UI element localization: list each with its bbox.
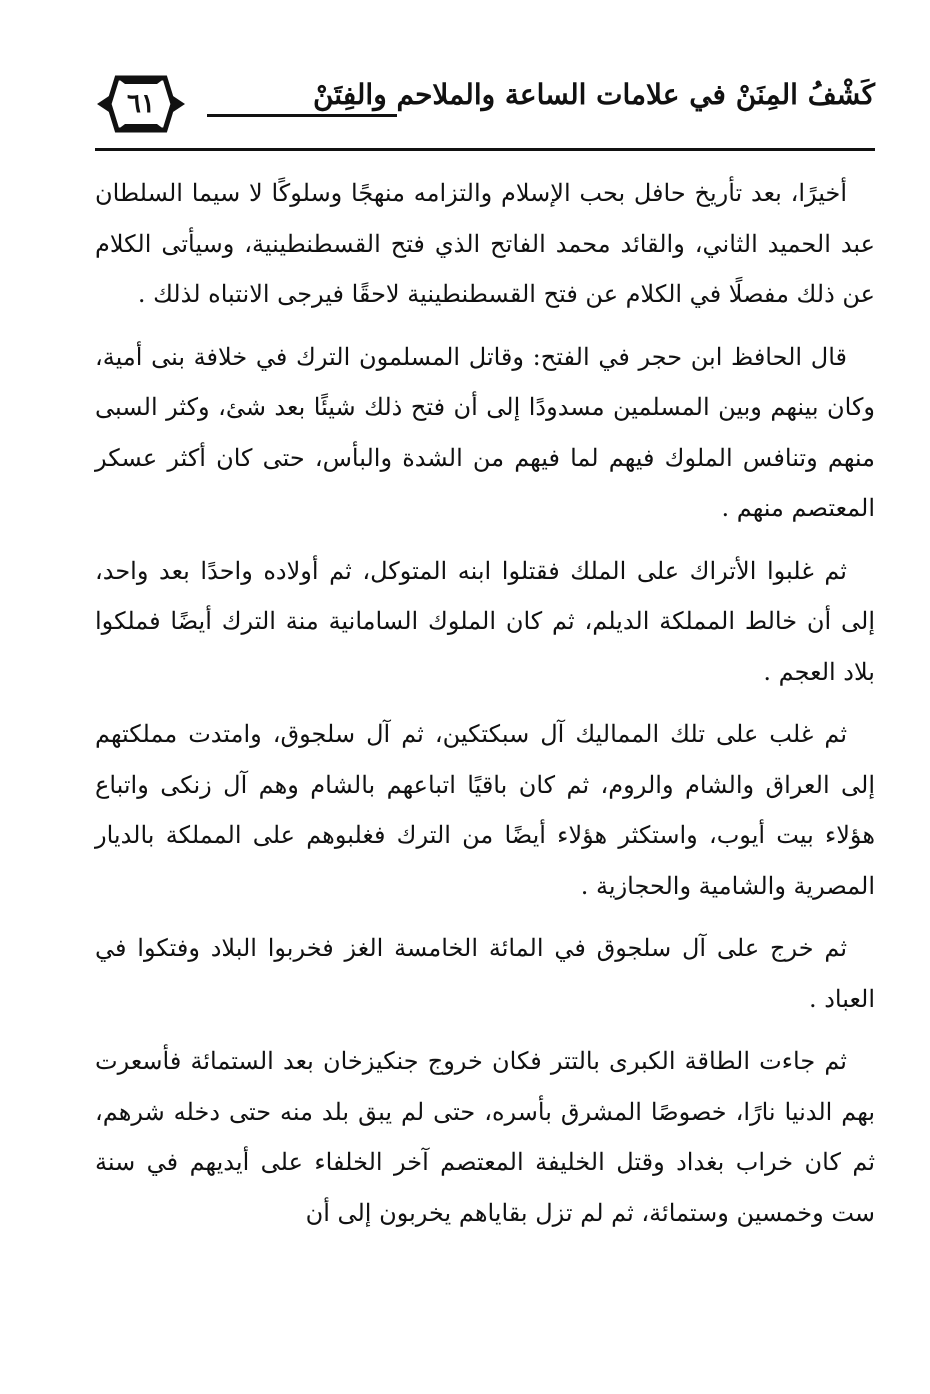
paragraph: أخيرًا، بعد تأريخ حافل بحب الإسلام والتزامه منهجًا وسلوكًا لا سيما السلطان عبد الحميد الثاني، والقائد محمد الفاتح الذي فتح القسطنطينية، وسيأتى الكلام عن ذلك مفصلًا في الكلام عن فتح القسطنطينية لاحقًا فيرجى الانتباه لذلك . [95, 179, 875, 308]
header-title-rule [207, 114, 397, 117]
paragraph: ثم جاءت الطاقة الكبرى بالتتر فكان خروج جنكيزخان بعد الستمائة فأسعرت بهم الدنيا نارًا، خصوصًا المشرق بأسره، حتى لم يبق بلد منه حتى دخله شرهم، ثم كان خراب بغداد وقتل الخليفة المعتصم آخر الخلفاء على أيديهم في سنة ست وخمسين وستمائة، ثم لم تزل بقاياهم يخربون إلى أن [95, 1047, 875, 1227]
header-divider [95, 148, 875, 151]
page-number: ٦١ [127, 89, 155, 119]
page-number-badge [95, 74, 187, 134]
body-text [95, 168, 875, 1250]
book-title: كَشْفُ المِنَنْ في علامات الساعة والملاحم والفِتَنْ [312, 78, 875, 111]
paragraph: ثم خرج على آل سلجوق في المائة الخامسة الغز فخربوا البلاد وفتكوا في العباد . [95, 934, 875, 1013]
paragraph: ثم غلبوا الأتراك على الملك فقتلوا ابنه المتوكل، ثم أولاده واحدًا بعد واحد، إلى أن خالط المملكة الديلم، ثم كان الملوك السامانية منة الترك أيضًا فملكوا بلاد العجم . [95, 556, 875, 686]
paragraph: قال الحافظ ابن حجر في الفتح: وقاتل المسلمون الترك في خلافة بنى أمية، وكان بينهم وبين المسلمين مسدودًا إلى أن فتح ذلك شيئًا بعد شئ، وكثر السبى منهم وتنافس الملوك فيهم لما فيهم من الشدة والبأس، حتى كان أكثر عسكر المعتصم منهم . [95, 342, 875, 522]
paragraph: ثم غلب على تلك المماليك آل سبكتكين، ثم آل سلجوق، وامتدت مملكتهم إلى العراق والشام والروم، ثم كان باقيًا اتباعهم بالشام وهم آل زنكى واتباع هؤلاء بيت أيوب، واستكثر هؤلاء أيضًا من الترك فغلبوهم على المملكة بالديار المصرية والشامية والحجازية . [95, 720, 875, 900]
page-header [95, 62, 875, 152]
